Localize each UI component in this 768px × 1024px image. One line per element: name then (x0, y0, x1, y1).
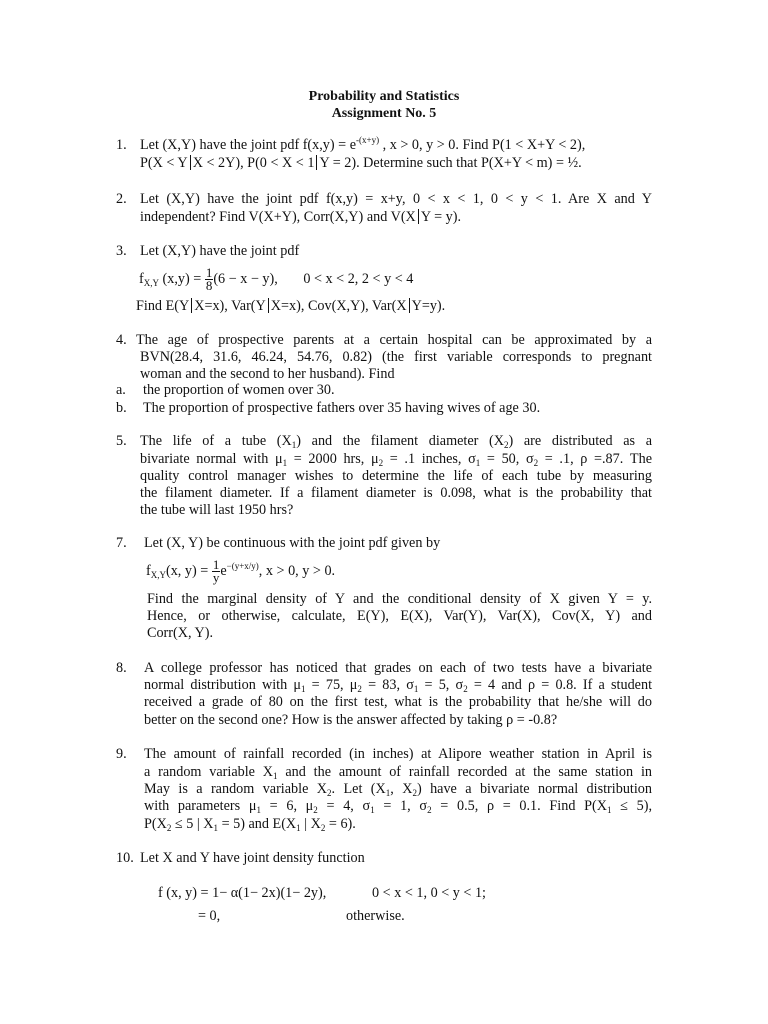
text-segment: Find the marginal density of Y and the conditional density of X given Y = y. (147, 591, 652, 607)
subscript: 2 (378, 458, 384, 468)
subscript: 2 (320, 823, 326, 833)
text-segment: X=x), Var(Y (194, 298, 266, 314)
text-segment: ≤ 5 | X (171, 816, 214, 832)
given-bar (268, 298, 269, 313)
question-text-line: Corr(X, Y). (147, 625, 214, 641)
text-segment: quality control manager wishes to determine the life of each tube by measuring (140, 468, 652, 484)
text-segment: Y=y). (411, 298, 446, 314)
text-segment: May is a random variable X (144, 781, 328, 797)
fraction-denominator: 8 (205, 278, 213, 294)
formula-symbol: f (146, 563, 151, 579)
question-text-line (140, 349, 652, 366)
question-text-line (140, 468, 652, 485)
text-segment: A college professor has noticed that grades on each of two tests have a bivariate (144, 660, 652, 676)
fraction-numerator: 1 (205, 265, 213, 281)
text-segment: , X (390, 781, 413, 797)
text-segment: = 4, σ (317, 798, 371, 814)
text-segment: = 1, σ (374, 798, 428, 814)
text-segment: = 6, μ (260, 798, 314, 814)
formula-text: e (220, 563, 227, 579)
text-segment: The life of a tube (X (140, 433, 292, 449)
subpart-label: a. (116, 382, 126, 398)
subpart-text: The proportion of prospective fathers over 35 having wives of age 30. (143, 400, 541, 416)
subscript: 2 (313, 805, 318, 815)
question-text-line (144, 746, 652, 763)
question-text-line (140, 191, 652, 208)
subscript: 2 (463, 684, 468, 694)
question-text-line: Let (X,Y) have the joint pdf (140, 243, 300, 259)
text-line (140, 451, 652, 468)
text-segment: = 2000 hrs, μ (287, 451, 379, 467)
text-segment: . Let (X (331, 781, 386, 797)
subscript: 1 (273, 771, 278, 781)
question-text-line (147, 591, 652, 608)
fraction-numerator: 1 (212, 557, 220, 573)
given-bar (409, 298, 410, 313)
text-line (140, 433, 652, 450)
pdf-formula (146, 556, 335, 586)
text-segment: Let (X,Y) have the joint pdf f(x,y) = x+y, 0 < x < 1, 0 < y < 1. Are X and Y (140, 191, 652, 207)
subscript: 1 (413, 684, 419, 694)
text-segment: ) are distributed as a (508, 433, 652, 449)
question-text-line: better on the second one? How is the answer affected by taking ρ = -0.8? (144, 712, 558, 728)
text-segment: Find E(Y (136, 298, 190, 314)
subscript: 2 (504, 440, 509, 450)
text-segment: P(X (144, 816, 167, 832)
question-number: 3. (116, 243, 127, 259)
text-segment: = 4 and ρ = 0.8. If a student (467, 677, 653, 693)
subscript: 1 (256, 805, 261, 815)
formula-symbol: f (139, 271, 144, 287)
density-formula: = 0, (198, 908, 221, 924)
text-segment: bivariate normal with μ (140, 451, 283, 467)
text-segment: P(X < Y (140, 155, 188, 171)
subscript: 1 (475, 458, 481, 468)
text-segment: = 0.5, ρ = 0.1. Find P(X (431, 798, 607, 814)
subscript: 2 (166, 823, 172, 833)
text-segment: Hence, or otherwise, calculate, E(Y), E(X), Var(Y), Var(X), Cov(X, Y) and (147, 608, 652, 624)
question-number: 2. (116, 191, 127, 207)
question-text-line: Let (X, Y) be continuous with the joint pdf given by (144, 535, 441, 551)
subscript: 1 (606, 805, 612, 815)
text-segment: = .1, ρ =.87. The (538, 451, 652, 467)
question-text-line (144, 764, 652, 781)
given-bar (190, 155, 191, 170)
text-segment: = 75, μ (305, 677, 358, 693)
question-number: 5. (116, 433, 127, 449)
question-text-line (140, 485, 652, 502)
pdf-formula (139, 264, 413, 294)
subpart-label: b. (116, 400, 127, 416)
formula-text: (x,y) = (162, 271, 202, 287)
text-line (144, 677, 652, 694)
question-text-line (140, 155, 582, 172)
question-number: 7. (116, 535, 127, 551)
text-segment: = 6). (325, 816, 356, 832)
text-segment: = 50, σ (480, 451, 534, 467)
text-segment: and the amount of rainfall recorded at the same station in (277, 764, 652, 780)
subscript: 1 (213, 823, 219, 833)
document-subtitle: Assignment No. 5 (331, 106, 437, 121)
subscript: 1 (385, 788, 391, 798)
superscript: -(x+y) (356, 135, 380, 145)
text-segment: Y = y). (420, 209, 461, 225)
text-segment: BVN(28.4, 31.6, 46.24, 54.76, 0.82) (the first variable corresponds to pregnant (140, 349, 652, 365)
question-text-line: woman and the second to her husband). Find (140, 366, 395, 382)
question-text-line (140, 451, 652, 468)
question-number: 8. (116, 660, 127, 676)
subscript: 1 (301, 684, 306, 694)
question-text-line (144, 694, 652, 711)
subscript: 2 (327, 788, 332, 798)
subscript: 1 (296, 823, 301, 833)
density-formula: f (x, y) = 1− α(1− 2x)(1− 2y), (158, 885, 327, 901)
text-segment: ) and the filament diameter (X (296, 433, 504, 449)
question-text-line: the tube will last 1950 hrs? (140, 502, 294, 518)
text-segment: The amount of rainfall recorded (in inches) at Alipore weather station in April is (144, 746, 652, 762)
given-bar (316, 155, 317, 170)
question-text-line (136, 298, 445, 315)
text-segment: the filament diameter. If a filament diameter is 0.098, what is the probability that (140, 485, 652, 501)
text-segment: normal distribution with μ (144, 677, 301, 693)
question-number: 10. (116, 850, 134, 866)
text-segment: received a grade of 80 on the first test, what is the probability that he/she will do (144, 694, 652, 710)
subscript: X,Y (143, 278, 159, 288)
formula-text: (x, y) = (165, 563, 209, 579)
subscript: 2 (533, 458, 539, 468)
question-number: 9. (116, 746, 127, 762)
formula-text: (6 − x − y), (213, 271, 278, 287)
text-line (144, 764, 652, 781)
formula-domain: 0 < x < 1, 0 < y < 1; (372, 885, 486, 901)
formula-domain: 0 < x < 2, 2 < y < 4 (303, 271, 414, 287)
text-segment: X=x), Cov(X,Y), Var(X (270, 298, 407, 314)
text-segment: Y = 2). Determine such that P(X+Y < m) = ½. (319, 155, 582, 171)
subscript: 1 (282, 458, 288, 468)
text-segment: X < 2Y), P(0 < X < 1 (192, 155, 315, 171)
formula-text: , x > 0, y > 0. (258, 563, 336, 579)
question-text-line (116, 332, 652, 349)
fraction-denominator: y (212, 570, 220, 586)
question-text-line (144, 677, 652, 694)
question-text-line (144, 781, 652, 798)
text-segment: = .1 inches, σ (383, 451, 476, 467)
question-text-line (144, 816, 356, 833)
subpart-text: the proportion of women over 30. (143, 382, 335, 398)
given-bar (191, 298, 192, 313)
text-segment: Let (X,Y) have the joint pdf f(x,y) = e (140, 137, 357, 153)
formula-domain: otherwise. (346, 908, 405, 924)
text-line (144, 781, 652, 798)
question-number: 1. (116, 137, 127, 153)
text-line (144, 798, 652, 815)
text-segment: , x > 0, y > 0. Find P(1 < X+Y < 2), (379, 137, 586, 153)
text-segment: ) have a bivariate normal distribution (416, 781, 652, 797)
document-title: Probability and Statistics (308, 89, 460, 104)
text-segment: | X (300, 816, 321, 832)
question-text-line (144, 660, 652, 677)
text-segment: ≤ 5), (611, 798, 653, 814)
superscript: −(y+x/y) (226, 561, 259, 571)
question-text-line (140, 433, 652, 450)
text-segment: = 83, σ (361, 677, 414, 693)
subscript: 2 (427, 805, 432, 815)
question-text-line (140, 137, 585, 154)
subscript: 1 (291, 440, 297, 450)
question-text-line (144, 798, 652, 815)
text-segment: with parameters μ (144, 798, 257, 814)
text-segment: 4. The age of prospective parents at a certain hospital can be approximated by a (116, 332, 652, 348)
subscript: 2 (357, 684, 362, 694)
text-segment: = 5) and E(X (218, 816, 297, 832)
text-segment: a random variable X (144, 764, 274, 780)
question-text-line: Let X and Y have joint density function (140, 850, 365, 866)
given-bar (418, 209, 419, 224)
text-segment: independent? Find V(X+Y), Corr(X,Y) and V(X (140, 209, 416, 225)
subscript: 2 (412, 788, 417, 798)
subscript: 1 (370, 805, 375, 815)
text-segment: = 5, σ (418, 677, 464, 693)
subscript: X,Y (150, 570, 166, 580)
question-text-line (140, 209, 461, 226)
question-text-line (147, 608, 652, 625)
